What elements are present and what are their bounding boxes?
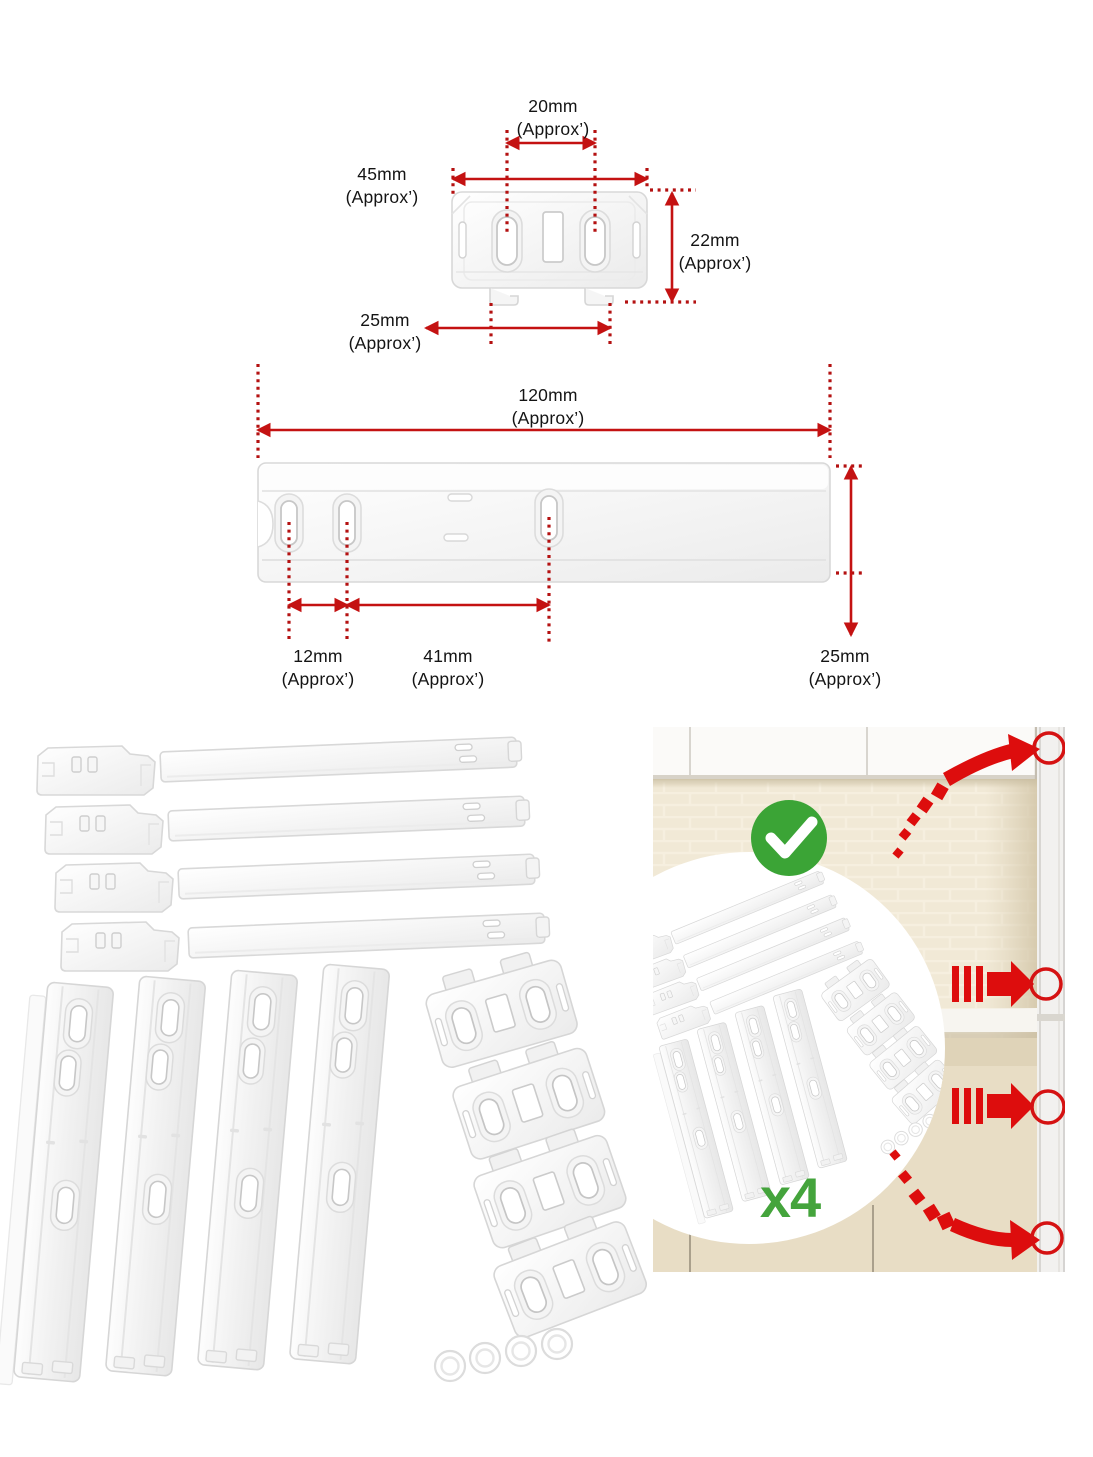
dim-approx: (Approx’) [808,669,882,690]
dim-label-bracket-tab-spacing [349,309,422,355]
dim-approx: (Approx’) [678,253,752,274]
dim-approx: (Approx’) [348,333,422,354]
dim-value: 22mm [690,230,740,250]
dim-label-rail-hole-gap-large [412,645,485,691]
dim-approx: (Approx’) [411,669,485,690]
dim-value: 45mm [357,164,407,184]
kit-photo [0,737,649,1385]
dim-value: 41mm [423,646,473,666]
dim-label-rail-hole-gap-small [282,645,355,691]
dim-label-bracket-slot-spacing [517,95,590,141]
quantity-label: x4 [759,1166,821,1229]
bracket-part-drawing [452,192,647,305]
dim-approx: (Approx’) [281,669,355,690]
dim-approx: (Approx’) [345,187,419,208]
rail-part-drawing [258,463,830,582]
dim-value: 120mm [518,385,578,405]
dim-label-bracket-height [679,229,752,275]
dim-value: 20mm [528,96,578,116]
dim-label-bracket-width [346,163,419,209]
dim-label-rail-height [809,645,882,691]
bracket-diagram [426,130,696,346]
dim-value: 25mm [820,646,870,666]
dim-value: 25mm [360,310,410,330]
dim-approx: (Approx’) [511,408,585,429]
dim-value: 12mm [293,646,343,666]
dim-approx: (Approx’) [516,119,590,140]
dim-label-rail-length [512,384,585,430]
check-icon [751,800,827,876]
